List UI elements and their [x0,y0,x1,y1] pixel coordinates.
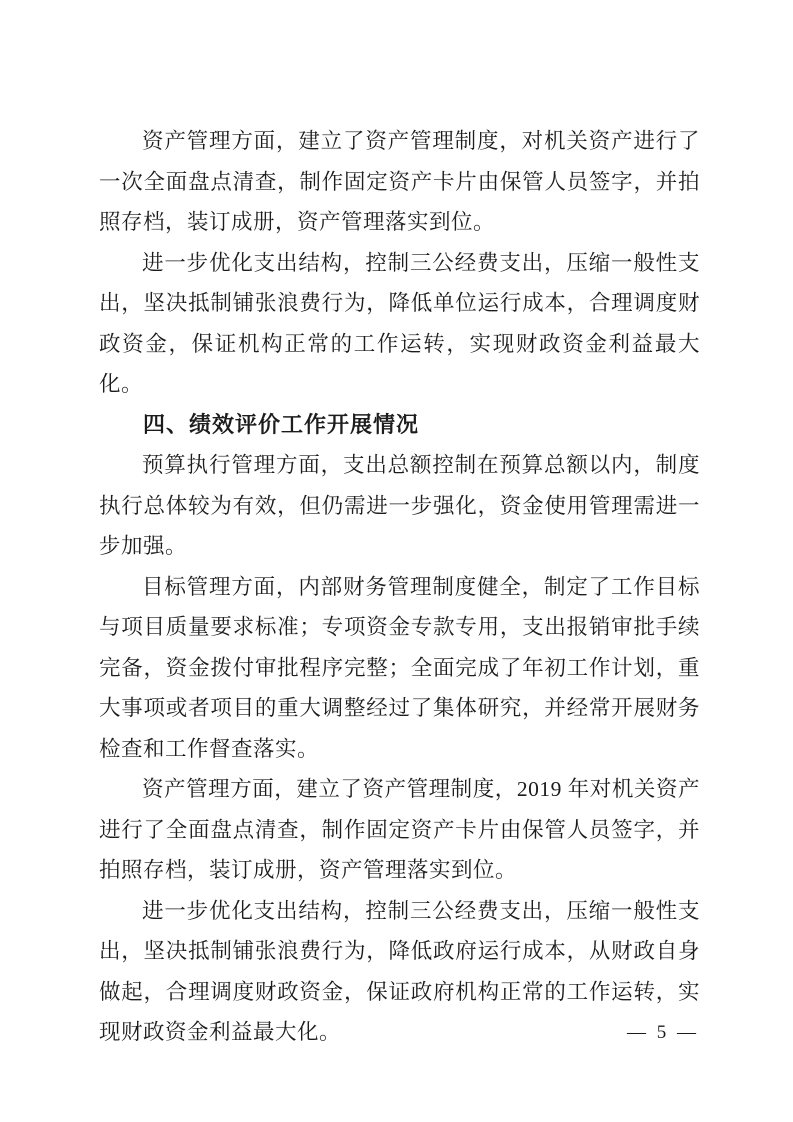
page-number: — 5 — [627,1022,699,1043]
paragraph-expenditure-structure-government: 进一步优化支出结构，控制三公经费支出，压缩一般性支出，坚决抵制铺张浪费行为，降低政府运行成本，从财政自身做起，合理调度财政资金，保证政府机构正常的工作运转，实现财政资金利益最大化。 [99,898,700,1044]
paragraph-budget-execution: 预算执行管理方面，支出总额控制在预算总额以内，制度执行总体较为有效，但仍需进一步强化，资金使用管理需进一步加强。 [99,453,700,558]
paragraph-goal-management: 目标管理方面，内部财务管理制度健全，制定了工作目标与项目质量要求标准；专项资金专款专用，支出报销审批手续完备，资金拨付审批程序完整；全面完成了年初工作计划，重大事项或者项目的重大调整经过了集体研究，并经常开展财务检查和工作督查落实。 [99,574,700,761]
paragraph-asset-management-2019: 资产管理方面，建立了资产管理制度，2019 年对机关资产进行了全面盘点清查，制作固定资产卡片由保管人员签字，并拍照存档，装订成册，资产管理落实到位。 [99,777,700,882]
document-body [99,121,700,1053]
paragraph-expenditure-structure: 进一步优化支出结构，控制三公经费支出，压缩一般性支出，坚决抵制铺张浪费行为，降低单位运行成本，合理调度财政资金，保证机构正常的工作运转，实现财政资金利益最大化。 [99,250,700,396]
paragraph-asset-management: 资产管理方面，建立了资产管理制度，对机关资产进行了一次全面盘点清查，制作固定资产卡片由保管人员签字，并拍照存档，装订成册，资产管理落实到位。 [99,129,700,234]
section-heading-performance-evaluation: 四、绩效评价工作开展情况 [143,411,420,437]
page-footer [627,1020,699,1046]
